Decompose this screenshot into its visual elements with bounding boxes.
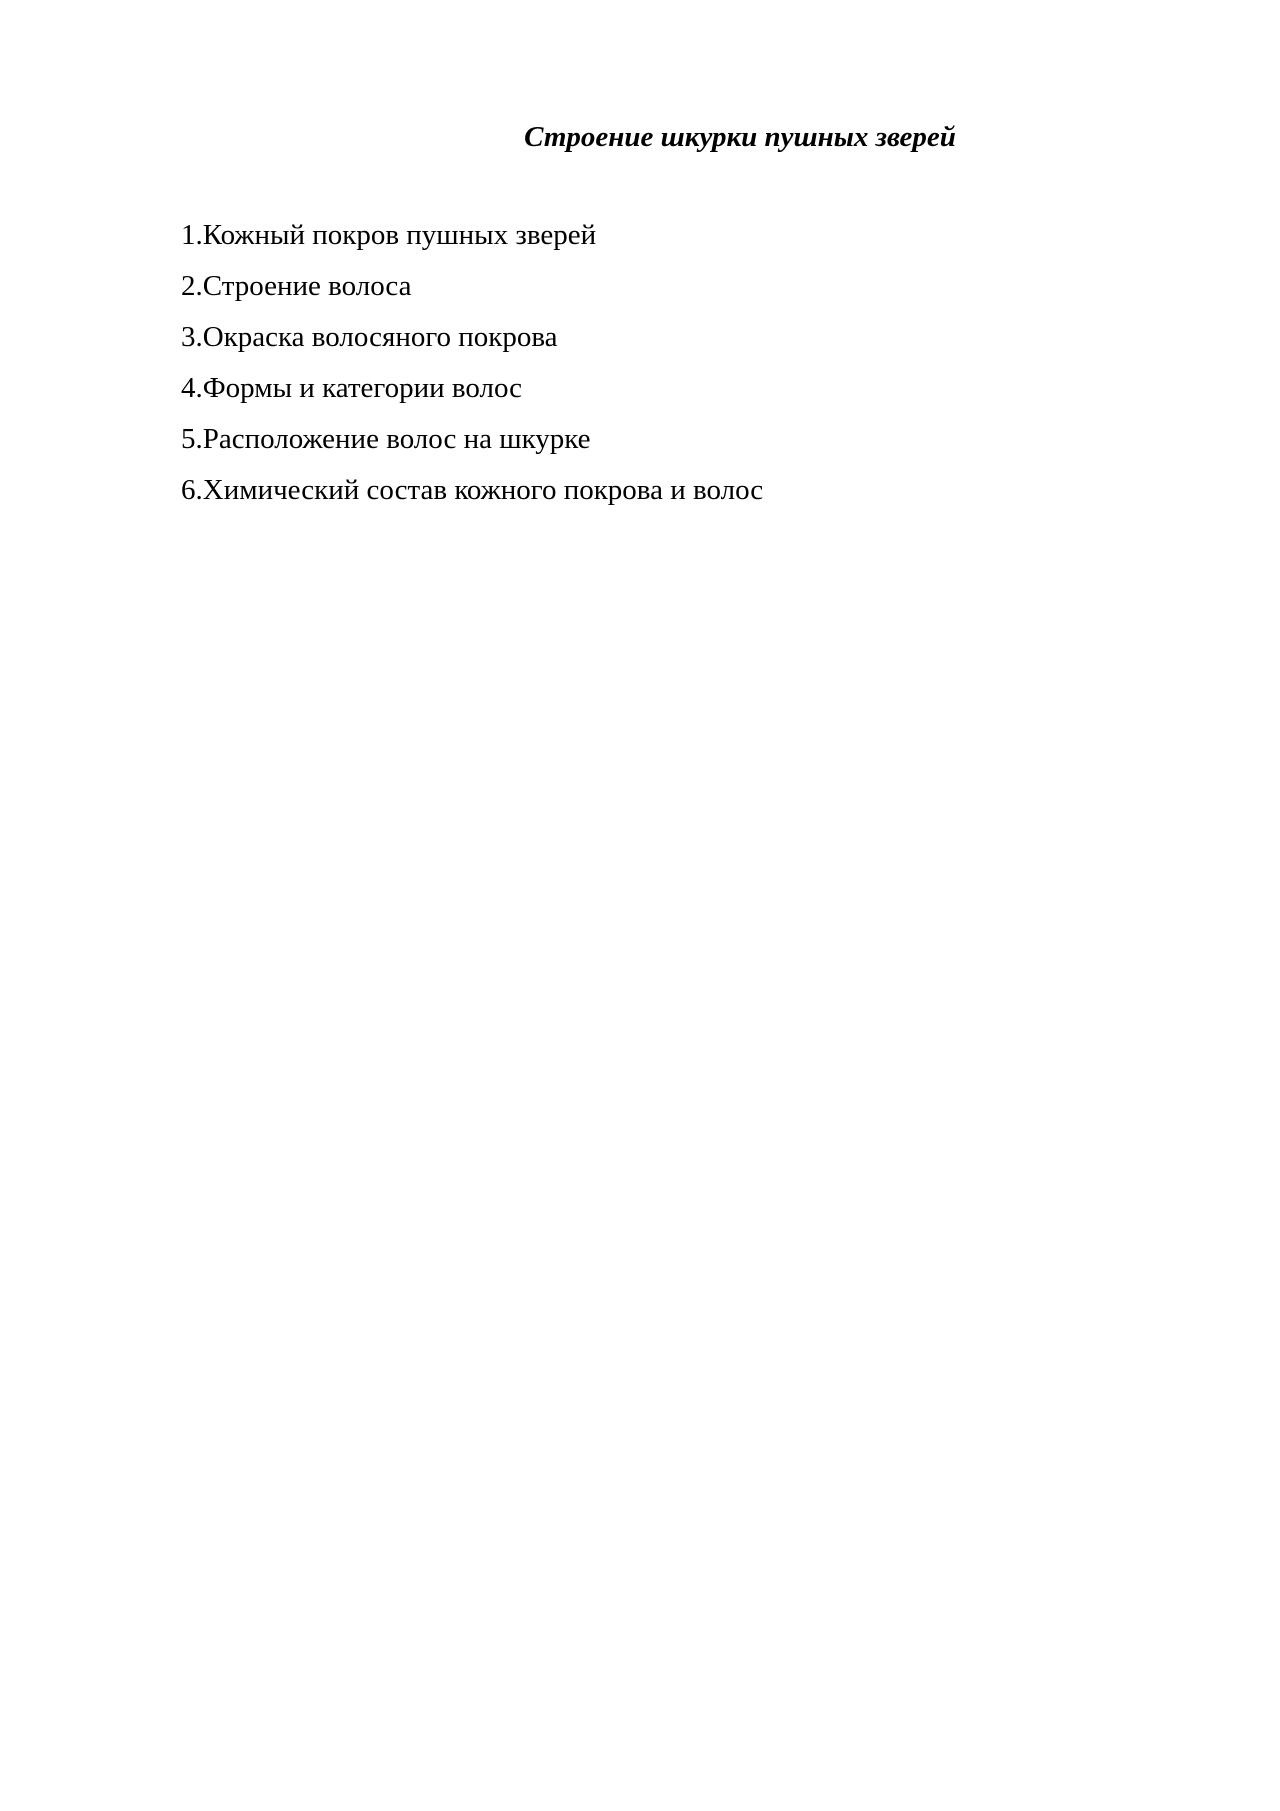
list-item-text: Строение волоса (202, 270, 412, 302)
list-item-number: 4 . (181, 363, 203, 414)
list-item (181, 414, 763, 465)
list-item (181, 363, 763, 414)
document-title: Строение шкурки пушных зверей (524, 121, 956, 153)
list-item-text: Химический состав кожного покрова и волос (202, 474, 764, 506)
list-item-number: 3 . (181, 312, 203, 363)
list-item (181, 312, 763, 363)
list-item (181, 465, 763, 516)
list-item-text: Кожный покров пушных зверей (202, 219, 597, 251)
list-item (181, 210, 763, 261)
list-item-number: 6 . (181, 465, 203, 516)
list-item-text: Формы и категории волос (202, 372, 523, 404)
list-item-number: 2 . (181, 261, 203, 312)
list-item-text: Окраска волосяного покрова (202, 321, 558, 353)
list-item (181, 261, 763, 312)
contents-list (181, 210, 763, 516)
list-item-number: 5 . (181, 414, 203, 465)
list-item-text: Расположение волос на шкурке (202, 423, 591, 455)
list-item-number: 1 . (181, 210, 203, 261)
